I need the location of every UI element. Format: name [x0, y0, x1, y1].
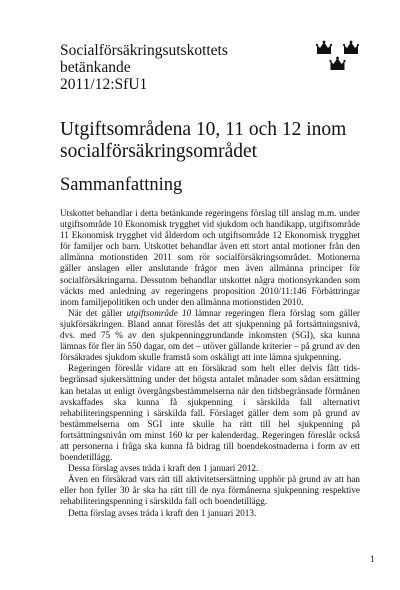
- paragraph-3: Regeringen föreslår vidare att en försäkrad som helt eller delvis fått tidsbegränsad sjukersättning under det högsta antalet månader som sådan ersättning kan betalas ut enligt övergångsbestämmelserna när den tidsbegränsade förmånen avskaffades ska kunna få sjukpenning i särskilda fall alternativt rehabiliteringspenning i särskilda fall. Förslaget gäller dem som på grund av bestämmelserna om SGI inte skulle ha rätt till hel sjukpenning på fortsättningsnivån om minst 160 kr per kalenderdag. Regeringen föreslår också att personerna i fråga ska kunna få bidrag till boendekostnaderna i form av ett boendetillägg.: [60, 363, 360, 463]
- paragraph-2-italic: utgiftsområde 10: [126, 307, 192, 318]
- paragraph-6: Detta förslag avses träda i kraft den 1 januari 2013.: [68, 507, 257, 518]
- paragraph-2-end: lämnar regeringen flera förslag som gäller sjukförsäkringen. Bland annat föreslås det att sjukpenning på fortsättningsnivå, dvs. med 75 % av den sjukpenninggrundande inkomsten (SGI), ska kunna lämnas för fler än 550 dagar, om det – utöver gällande kriterier – på grund av den försäkrades sjukdom skulle framstå som oskäligt att inte lämna sjukpenning.: [60, 307, 360, 363]
- paragraph-1: Utskottet behandlar i detta betänkande regeringens förslag till anslag m.m. under utgiftsområde 10 Ekonomisk trygghet vid sjukdom och handikapp, utgiftsområde 11 Ekonomisk trygghet vid ålderdom och utgiftsområde 12 Ekonomisk trygghet för familjer och barn. Utskottet behandlar även ett stort antal motioner från den allmänna motionstiden 2011 som rör socialförsäkringsområdet. Motionerna gäller anslagen eller anslutande frågor men även allmänna principer för socialförsäkringarna. Dessutom behandlar utskottet några motionsyrkanden som väckts med anledning av regeringens proposition 2010/11:146 Förbättringar inom familjepolitiken och under den allmänna motionstiden 2010.: [60, 208, 360, 307]
- page-title-line-1: Utgiftsområdena 10, 11 och 12 inom: [60, 119, 347, 140]
- report-number: 2011/12:SfU1: [60, 76, 148, 93]
- paragraph-2-start: När det gäller: [68, 307, 127, 318]
- paragraph-2: [60, 308, 360, 363]
- three-crowns-logo: [314, 39, 364, 73]
- report-header: [60, 42, 300, 93]
- section-heading: Sammanfattning: [60, 175, 183, 195]
- paragraph-5: Även en försäkrad vars rätt till aktivitetsersättning upphör på grund av att han eller hon fyller 30 år ska ha rätt till de nya förmånerna sjukpenning respektive rehabiliteringspenning i särskilda fall och boendetillägg.: [60, 474, 360, 507]
- paragraph-4: Dessa förslag avses träda i kraft den 1 januari 2012.: [68, 463, 259, 474]
- committee-name: Socialförsäkringsutskottets betänkande: [60, 42, 228, 76]
- page-number: 1: [370, 555, 375, 565]
- page-title-line-2: socialförsäkringsområdet: [60, 141, 258, 162]
- summary-body: [60, 208, 360, 519]
- page-title: [60, 119, 360, 163]
